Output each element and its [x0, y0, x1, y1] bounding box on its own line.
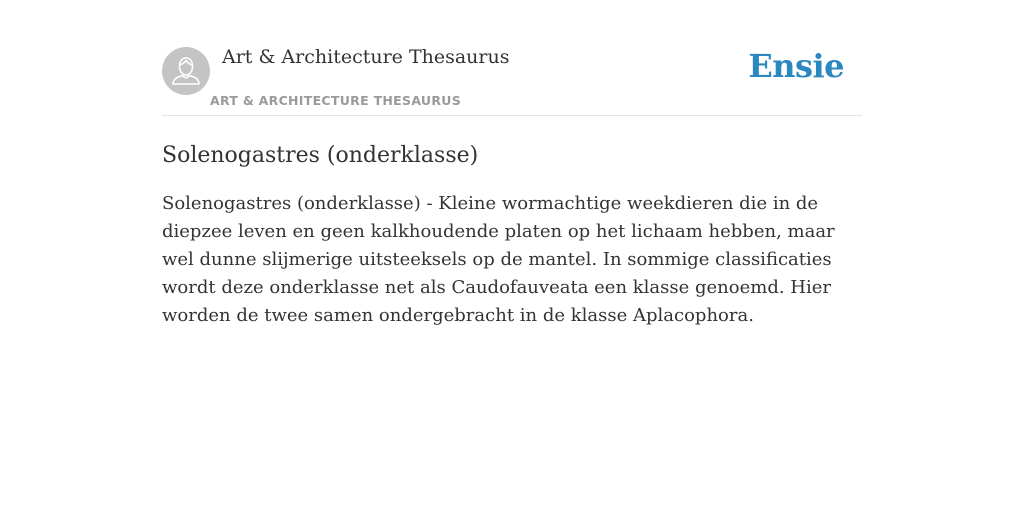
- user-silhouette-icon: [162, 47, 210, 95]
- ensie-logo[interactable]: Ensie: [748, 47, 844, 85]
- avatar[interactable]: [162, 47, 210, 95]
- source-name[interactable]: Art & Architecture Thesaurus: [222, 46, 510, 68]
- entry-header: [162, 40, 862, 116]
- entry-title: Solenogastres (onderklasse): [162, 143, 479, 168]
- entry-card: [162, 40, 862, 330]
- entry-body: Solenogastres (onderklasse) - Kleine wormachtige weekdieren die in de diepzee leven en geen kalkhoudende platen op het lichaam hebben, maar wel dunne slijmerige uitsteeksels op de mantel. In sommige classificaties wordt deze onderklasse net als Caudofauveata een klasse genoemd. Hier worden de twee samen ondergebracht in de klasse Aplacophora.: [162, 193, 835, 326]
- source-subtitle: ART & ARCHITECTURE THESAURUS: [210, 93, 462, 108]
